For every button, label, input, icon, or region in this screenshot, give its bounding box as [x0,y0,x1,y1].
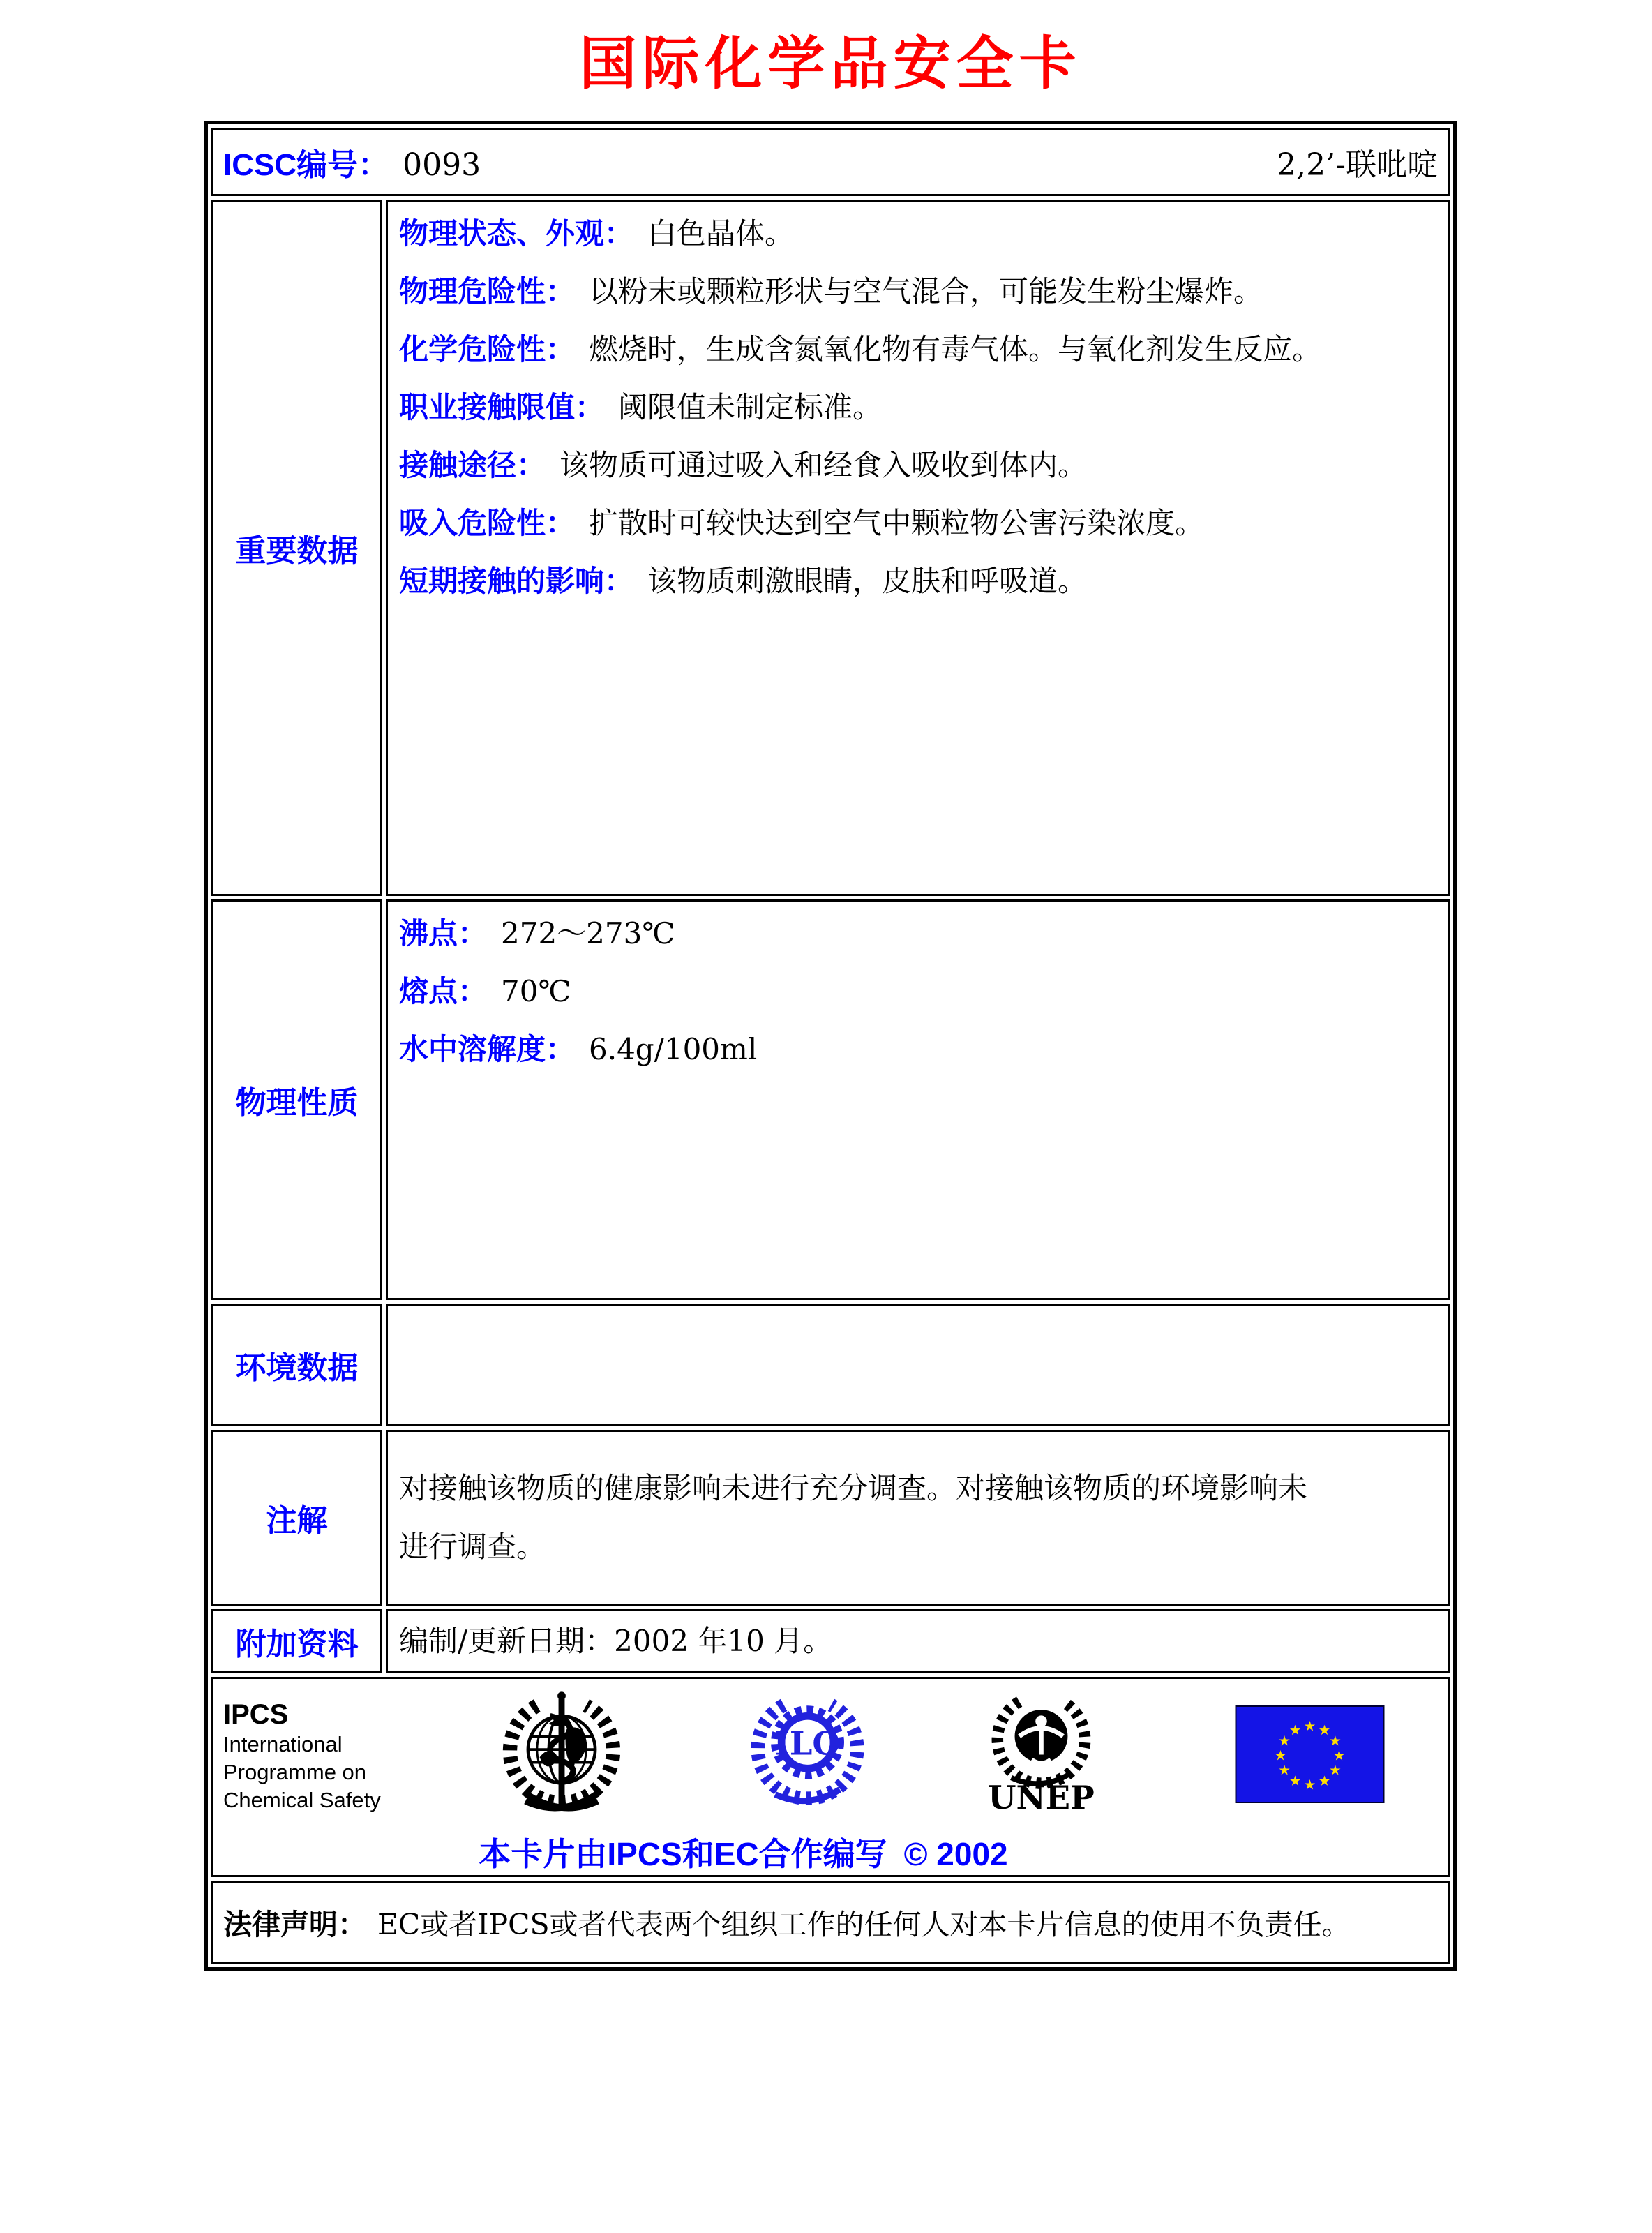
field-value: 阈限值未制定标准。 [618,390,883,424]
legal-row [211,1881,1450,1964]
field-label: 沸点： [399,917,488,950]
copyright-text: © 2002 [903,1836,1008,1872]
field-row [399,1020,1436,1078]
field-row [399,494,1436,552]
field-value: 扩散时可较快达到空气中颗粒物公害污染浓度。 [589,506,1205,540]
section-label-additional-info: 附加资料 [211,1609,382,1673]
section-notes [211,1430,1450,1606]
field-label: 化学危险性： [399,333,576,366]
credit-text: 本卡片由IPCS和EC合作编写 [479,1836,887,1872]
field-value: 6.4g/100ml [589,1032,758,1066]
section-label-environmental-data: 环境数据 [211,1304,382,1426]
field-label: 短期接触的影响： [399,565,634,597]
who-logo-icon [495,1690,628,1819]
field-row [399,262,1436,320]
legal-label: 法律声明： [223,1909,366,1941]
field-row [399,320,1436,378]
section-label-notes: 注解 [211,1430,382,1606]
field-value: 白色晶体。 [647,216,795,251]
section-important-data [211,200,1450,896]
important-data-content [386,200,1450,896]
field-row [399,552,1436,610]
ipcs-wordmark: IPCS International Programme on Chemical Safety [223,1690,398,1814]
credit-line [213,1829,1273,1875]
eu-flag-icon [1235,1705,1385,1803]
field-row [399,904,1436,962]
physical-properties-content [386,899,1450,1300]
icsc-number-value: 0093 [403,147,481,183]
field-label: 吸入危险性： [399,507,576,539]
icsc-number-group [223,140,481,184]
field-label: 物理危险性： [399,275,576,308]
ilo-logo-icon [743,1690,872,1814]
field-row [399,962,1436,1020]
notes-content [386,1430,1450,1606]
unep-wordmark: UNEP [988,1779,1095,1817]
field-row [399,204,1436,262]
additional-info-content [386,1609,1450,1673]
field-value: 272～273℃ [501,916,675,950]
unep-logo-icon [984,1690,1099,1819]
notes-text: 对接触该物质的健康影响未进行充分调查。对接触该物质的环境影响未进行调查。 [399,1471,1308,1564]
section-label-physical-properties: 物理性质 [211,899,382,1300]
field-value: 该物质刺激眼睛，皮肤和呼吸道。 [647,564,1088,598]
icsc-card-table [204,121,1457,1971]
field-value: 燃烧时，生成含氮氧化物有毒气体。与氧化剂发生反应。 [589,332,1322,366]
additional-info-text: 编制/更新日期：2002 年10 月。 [399,1624,833,1658]
field-label: 物理状态、外观： [399,217,634,250]
ipcs-acronym: IPCS [223,1699,289,1730]
field-row [399,378,1436,436]
field-value: 以粉末或颗粒形状与空气混合，可能发生粉尘爆炸。 [589,274,1263,308]
field-row [399,436,1436,494]
section-physical-properties [211,899,1450,1300]
chemical-name: 2,2’-联吡啶 [1277,147,1438,183]
page-title: 国际化学品安全卡 [579,30,1082,97]
header-row [211,128,1450,196]
logos-row [211,1677,1450,1877]
field-label: 职业接触限值： [399,391,605,424]
field-value: 70℃ [501,974,571,1008]
icsc-number-label: ICSC编号： [223,148,389,182]
section-label-important-data: 重要数据 [211,200,382,896]
field-label: 接触途径： [399,449,546,481]
field-label: 熔点： [399,975,488,1008]
section-additional-info [211,1609,1450,1673]
section-environmental-data [211,1304,1450,1426]
ilo-monogram: ILO [774,1724,841,1763]
environmental-data-content [386,1304,1450,1426]
field-value: 该物质可通过吸入和经食入吸收到体内。 [560,448,1088,482]
legal-text: EC或者IPCS或者代表两个组织工作的任何人对本卡片信息的使用不负责任。 [377,1908,1351,1941]
field-label: 水中溶解度： [399,1033,576,1066]
